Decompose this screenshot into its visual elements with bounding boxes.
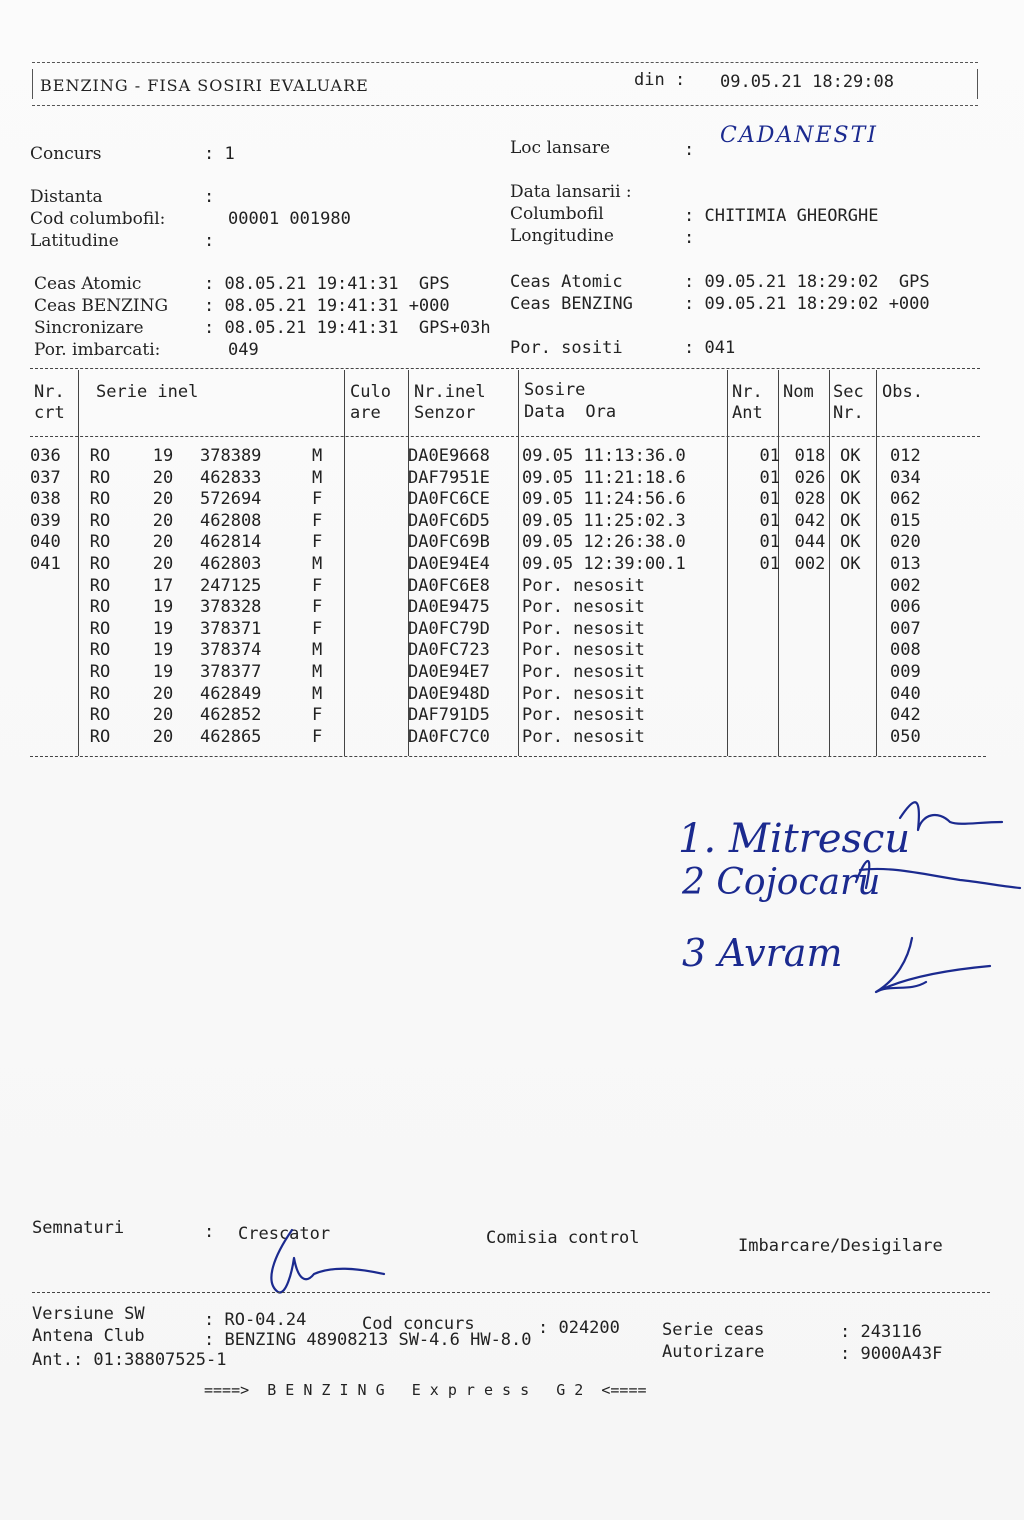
cell-nom	[784, 597, 836, 619]
cell-culo	[338, 597, 404, 619]
hdr-ant: Ant	[732, 403, 763, 423]
cell-yr: 19	[152, 640, 174, 661]
longitudine-label: Longitudine	[510, 226, 614, 246]
serie-ceas-label: Serie ceas	[662, 1320, 765, 1340]
cell-nr	[30, 597, 74, 619]
cell-culo	[338, 684, 404, 706]
cell-ser: RO	[89, 510, 111, 531]
cell-sec	[836, 684, 884, 706]
clock-right-1-value: : 09.05.21 18:29:02 +000	[684, 294, 930, 314]
cell-sensor: DA0FC6E8	[408, 575, 490, 596]
table-row	[30, 532, 950, 554]
cell-sex: F	[312, 575, 323, 596]
cell-yr: 19	[152, 446, 174, 466]
cell-ser: RO	[89, 575, 111, 596]
cell-culo	[338, 705, 404, 727]
cell-nr: 037	[30, 467, 61, 488]
cell-sec: OK	[840, 532, 861, 553]
cell-ant	[730, 705, 784, 727]
cell-sosire: Por. nesosit	[522, 683, 645, 704]
brand-line: ====> B E N Z I N G E x p r e s s G 2 <====	[204, 1381, 647, 1399]
cell-yr: 19	[152, 597, 174, 618]
hdr-sec-nr: Nr.	[833, 403, 864, 423]
table-row	[30, 597, 950, 619]
cell-num: 572694	[200, 489, 262, 510]
cell-culo	[338, 468, 404, 490]
cell-sex: M	[312, 446, 323, 466]
cell-culo	[338, 554, 404, 576]
clock-left-0-label: Ceas Atomic	[34, 274, 142, 294]
cell-obs: 007	[890, 618, 921, 639]
clock-left-1-label: Ceas BENZING	[34, 296, 169, 316]
cell-nr: 041	[30, 553, 61, 574]
cell-culo	[338, 511, 404, 533]
cell-yr: 20	[152, 510, 174, 531]
cell-ser: RO	[89, 489, 111, 510]
cell-num: 378377	[200, 661, 262, 682]
cell-sensor: DAF7951E	[408, 467, 490, 488]
cell-yr: 20	[152, 683, 174, 704]
cod-concurs-label: Cod concurs	[362, 1314, 475, 1334]
concurs-value: : 1	[204, 144, 235, 164]
cell-sec	[836, 640, 884, 662]
clock-right-2-value: : 041	[684, 338, 736, 358]
clock-right-0-label: Ceas Atomic	[510, 272, 623, 292]
cell-yr: 19	[152, 618, 174, 639]
cell-yr: 20	[152, 532, 174, 553]
cell-sex: F	[312, 597, 323, 618]
loc-lansare-sep: :	[684, 140, 695, 160]
hdr-nr: Nr.	[34, 382, 65, 402]
crescator-label: Crescator	[238, 1224, 331, 1244]
cell-num: 462865	[200, 726, 262, 747]
hw-line-1: 1. Mitrescu	[678, 816, 911, 862]
cell-nom: 044	[794, 532, 826, 553]
cell-culo	[338, 532, 404, 554]
cell-ser: RO	[89, 553, 111, 574]
distanta-label: Distanta	[30, 187, 103, 207]
cell-ser: RO	[89, 726, 111, 747]
cell-sensor: DA0FC6D5	[408, 510, 490, 531]
cell-obs: 013	[890, 553, 921, 574]
cell-obs: 020	[890, 532, 921, 553]
cell-sex: F	[312, 510, 323, 531]
clock-left-2-value: : 08.05.21 19:41:31 GPS+03h	[204, 318, 491, 338]
sheet-title: BENZING - FISA SOSIRI EVALUARE	[40, 76, 369, 95]
cell-ser: RO	[89, 683, 111, 704]
cell-sex: M	[312, 683, 323, 704]
cell-sensor: DA0FC6CE	[408, 489, 490, 510]
cod-columbofil-value: 00001 001980	[228, 209, 351, 229]
cell-ser: RO	[89, 640, 111, 661]
cell-sec: OK	[840, 467, 861, 488]
cell-num: 462814	[200, 532, 262, 553]
cell-obs: 012	[890, 446, 921, 466]
antena-label: Antena Club	[32, 1326, 145, 1346]
cell-sex: F	[312, 532, 323, 553]
crescator-signature	[252, 1222, 392, 1302]
cell-nr	[30, 576, 74, 598]
cell-culo	[338, 446, 404, 468]
clock-left-2-label: Sincronizare	[34, 318, 144, 338]
table-row	[30, 576, 950, 598]
din-label: din :	[634, 70, 686, 90]
cell-num: 462833	[200, 467, 262, 488]
cell-obs: 002	[890, 575, 921, 596]
cell-culo	[338, 619, 404, 641]
cell-num: 378371	[200, 618, 262, 639]
handwritten-commission-signatures	[660, 770, 1024, 1020]
cell-yr: 17	[152, 575, 174, 596]
latitudine-label: Latitudine	[30, 231, 119, 251]
clock-left-0-value: : 08.05.21 19:41:31 GPS	[204, 274, 450, 294]
cell-nr	[30, 619, 74, 641]
hdr-are: are	[350, 403, 381, 423]
cell-num: 462808	[200, 510, 262, 531]
table-row	[30, 640, 950, 662]
cell-nom: 026	[794, 467, 826, 488]
cell-nr	[30, 640, 74, 662]
cell-ant: 01	[759, 467, 780, 488]
longitudine-value: :	[684, 228, 695, 248]
cell-ant	[730, 640, 784, 662]
cell-ser: RO	[89, 446, 111, 466]
hdr-data-ora: Data Ora	[524, 402, 617, 422]
table-row	[30, 511, 950, 533]
cell-nom	[784, 619, 836, 641]
cell-sec: OK	[840, 446, 861, 466]
cell-culo	[338, 727, 404, 749]
cell-nom	[784, 662, 836, 684]
table-row	[30, 684, 950, 706]
cell-yr: 20	[152, 553, 174, 574]
cell-obs: 050	[890, 726, 921, 747]
print-datetime: 09.05.21 18:29:08	[720, 72, 894, 92]
cell-num: 247125	[200, 575, 262, 596]
cell-culo	[338, 489, 404, 511]
cell-obs: 040	[890, 683, 921, 704]
cell-ant	[730, 684, 784, 706]
cell-ant: 01	[759, 553, 780, 574]
cell-nom	[784, 727, 836, 749]
cell-sec: OK	[840, 489, 861, 510]
cell-ser: RO	[89, 618, 111, 639]
cell-ant: 01	[759, 532, 780, 553]
distanta-value: :	[204, 187, 215, 207]
cell-nom	[784, 705, 836, 727]
table-top-rule	[30, 368, 980, 369]
hdr-sec: Sec	[833, 382, 864, 402]
cell-nom: 042	[794, 510, 826, 531]
cell-yr: 20	[152, 489, 174, 510]
cell-culo	[338, 662, 404, 684]
cell-sensor: DA0FC69B	[408, 532, 490, 553]
cell-ant	[730, 619, 784, 641]
semnaturi-label: Semnaturi	[32, 1218, 125, 1238]
cell-nr	[30, 662, 74, 684]
cell-sensor: DA0E9668	[408, 446, 490, 466]
cell-sec	[836, 662, 884, 684]
cell-yr: 20	[152, 726, 174, 747]
table-row	[30, 489, 950, 511]
cell-sensor: DA0E9475	[408, 597, 490, 618]
table-row	[30, 554, 950, 576]
cell-sec	[836, 727, 884, 749]
concurs-label: Concurs	[30, 144, 102, 164]
cell-obs: 034	[890, 467, 921, 488]
cell-ant	[730, 576, 784, 598]
cell-ant: 01	[759, 510, 780, 531]
clock-left-3-label: Por. imbarcati:	[34, 340, 161, 360]
cell-num: 378374	[200, 640, 262, 661]
cell-sensor: DA0E94E7	[408, 661, 490, 682]
cell-num: 378328	[200, 597, 262, 618]
clock-left-3-value: 049	[228, 340, 259, 360]
hw-line-3: 3 Avram	[682, 931, 843, 975]
cell-num: 378389	[200, 446, 262, 466]
cell-sosire: 09.05 11:21:18.6	[522, 467, 686, 488]
cell-nr: 040	[30, 532, 61, 553]
cell-nom	[784, 576, 836, 598]
hdr-nr-ant: Nr.	[732, 382, 763, 402]
latitudine-value: :	[204, 231, 215, 251]
hdr-crt: crt	[34, 403, 65, 423]
hdr-nr-inel: Nr.inel	[414, 382, 486, 402]
cell-yr: 19	[152, 661, 174, 682]
cell-nr: 036	[30, 446, 61, 466]
cell-ant: 01	[759, 489, 780, 510]
versiune-value: : RO-04.24	[204, 1310, 307, 1330]
cell-sex: M	[312, 640, 323, 661]
table-row	[30, 662, 950, 684]
cell-sosire: Por. nesosit	[522, 575, 645, 596]
cod-concurs-value: : 024200	[538, 1318, 620, 1338]
cell-sosire: 09.05 11:25:02.3	[522, 510, 686, 531]
cell-nr	[30, 727, 74, 749]
cell-ant	[730, 597, 784, 619]
autorizare-label: Autorizare	[662, 1342, 765, 1362]
cell-obs: 015	[890, 510, 921, 531]
hdr-culo: Culo	[350, 382, 391, 402]
cell-sec	[836, 705, 884, 727]
loc-lansare-handwritten: CADANESTI	[720, 123, 878, 148]
cod-columbofil-label: Cod columbofil:	[30, 209, 166, 229]
cell-sec	[836, 619, 884, 641]
table-bottom-rule	[30, 756, 986, 757]
cell-sex: M	[312, 661, 323, 682]
cell-nom: 018	[794, 446, 826, 466]
arrivals-table	[30, 446, 950, 748]
cell-sex: M	[312, 467, 323, 488]
versiune-label: Versiune SW	[32, 1304, 145, 1324]
ant-line: Ant.: 01:38807525-1	[32, 1350, 227, 1370]
columbofil-label: Columbofil	[510, 204, 604, 224]
cell-sex: F	[312, 618, 323, 639]
cell-nom: 028	[794, 489, 826, 510]
table-row	[30, 727, 950, 749]
cell-yr: 20	[152, 705, 174, 726]
cell-ser: RO	[89, 532, 111, 553]
cell-sex: F	[312, 489, 323, 510]
cell-sex: F	[312, 705, 323, 726]
cell-sec: OK	[840, 510, 861, 531]
cell-sensor: DAF791D5	[408, 705, 490, 726]
cell-num: 462803	[200, 553, 262, 574]
serie-ceas-value: : 243116	[840, 1322, 922, 1342]
cell-sex: M	[312, 553, 323, 574]
cell-nr: 039	[30, 510, 61, 531]
cell-obs: 042	[890, 705, 921, 726]
cell-ant	[730, 727, 784, 749]
cell-ser: RO	[89, 467, 111, 488]
cell-obs: 009	[890, 661, 921, 682]
autorizare-value: : 9000A43F	[840, 1344, 943, 1364]
cell-obs: 006	[890, 597, 921, 618]
hdr-serie-inel: Serie inel	[96, 382, 199, 402]
cell-sensor: DA0FC723	[408, 640, 490, 661]
cell-yr: 20	[152, 467, 174, 488]
hdr-sosire: Sosire	[524, 380, 586, 400]
cell-sec: OK	[840, 553, 861, 574]
cell-sensor: DA0FC7C0	[408, 726, 490, 747]
clock-left-1-value: : 08.05.21 19:41:31 +000	[204, 296, 450, 316]
cell-sosire: Por. nesosit	[522, 640, 645, 661]
clock-right-0-value: : 09.05.21 18:29:02 GPS	[684, 272, 930, 292]
table-row	[30, 705, 950, 727]
clock-right-2-label: Por. sositi	[510, 338, 623, 358]
cell-culo	[338, 576, 404, 598]
comisia-label: Comisia control	[486, 1228, 640, 1248]
cell-nr: 038	[30, 489, 61, 510]
cell-nom: 002	[794, 553, 826, 574]
cell-sosire: 09.05 11:24:56.6	[522, 489, 686, 510]
cell-sosire: Por. nesosit	[522, 726, 645, 747]
cell-sosire: Por. nesosit	[522, 618, 645, 639]
cell-ser: RO	[89, 661, 111, 682]
table-header-rule	[30, 436, 980, 437]
footer-rule	[32, 1292, 990, 1293]
cell-ser: RO	[89, 597, 111, 618]
imbarcare-label: Imbarcare/Desigilare	[738, 1236, 943, 1256]
cell-ant	[730, 662, 784, 684]
cell-sex: F	[312, 726, 323, 747]
cell-nr	[30, 705, 74, 727]
hdr-senzor: Senzor	[414, 403, 476, 423]
columbofil-value: : CHITIMIA GHEORGHE	[684, 206, 879, 226]
cell-nom	[784, 640, 836, 662]
cell-sec	[836, 597, 884, 619]
clock-right-1-label: Ceas BENZING	[510, 294, 633, 314]
cell-sosire: Por. nesosit	[522, 705, 645, 726]
cell-sensor: DA0E948D	[408, 683, 490, 704]
table-row	[30, 468, 950, 490]
cell-sosire: 09.05 12:39:00.1	[522, 553, 686, 574]
cell-sensor: DA0E94E4	[408, 553, 490, 574]
cell-obs: 008	[890, 640, 921, 661]
cell-sosire: Por. nesosit	[522, 597, 645, 618]
cell-num: 462849	[200, 683, 262, 704]
cell-ser: RO	[89, 705, 111, 726]
hdr-obs: Obs.	[882, 382, 923, 402]
data-lansarii-label: Data lansarii :	[510, 182, 632, 202]
hw-line-2: 2 Cojocaru	[682, 862, 881, 903]
hdr-nom: Nom	[783, 382, 814, 402]
table-row	[30, 619, 950, 641]
cell-sensor: DA0FC79D	[408, 618, 490, 639]
cell-culo	[338, 640, 404, 662]
cell-nr	[30, 684, 74, 706]
cell-ant: 01	[759, 446, 780, 466]
cell-obs: 062	[890, 489, 921, 510]
loc-lansare-label: Loc lansare	[510, 138, 611, 158]
cell-sosire: 09.05 11:13:36.0	[522, 446, 686, 466]
semnaturi-sep: :	[204, 1222, 215, 1242]
cell-sec	[836, 576, 884, 598]
cell-sosire: Por. nesosit	[522, 661, 645, 682]
cell-nom	[784, 684, 836, 706]
table-row	[30, 446, 950, 468]
antena-value: : BENZING 48908213 SW-4.6 HW-8.0	[204, 1330, 532, 1350]
cell-num: 462852	[200, 705, 262, 726]
cell-sosire: 09.05 12:26:38.0	[522, 532, 686, 553]
